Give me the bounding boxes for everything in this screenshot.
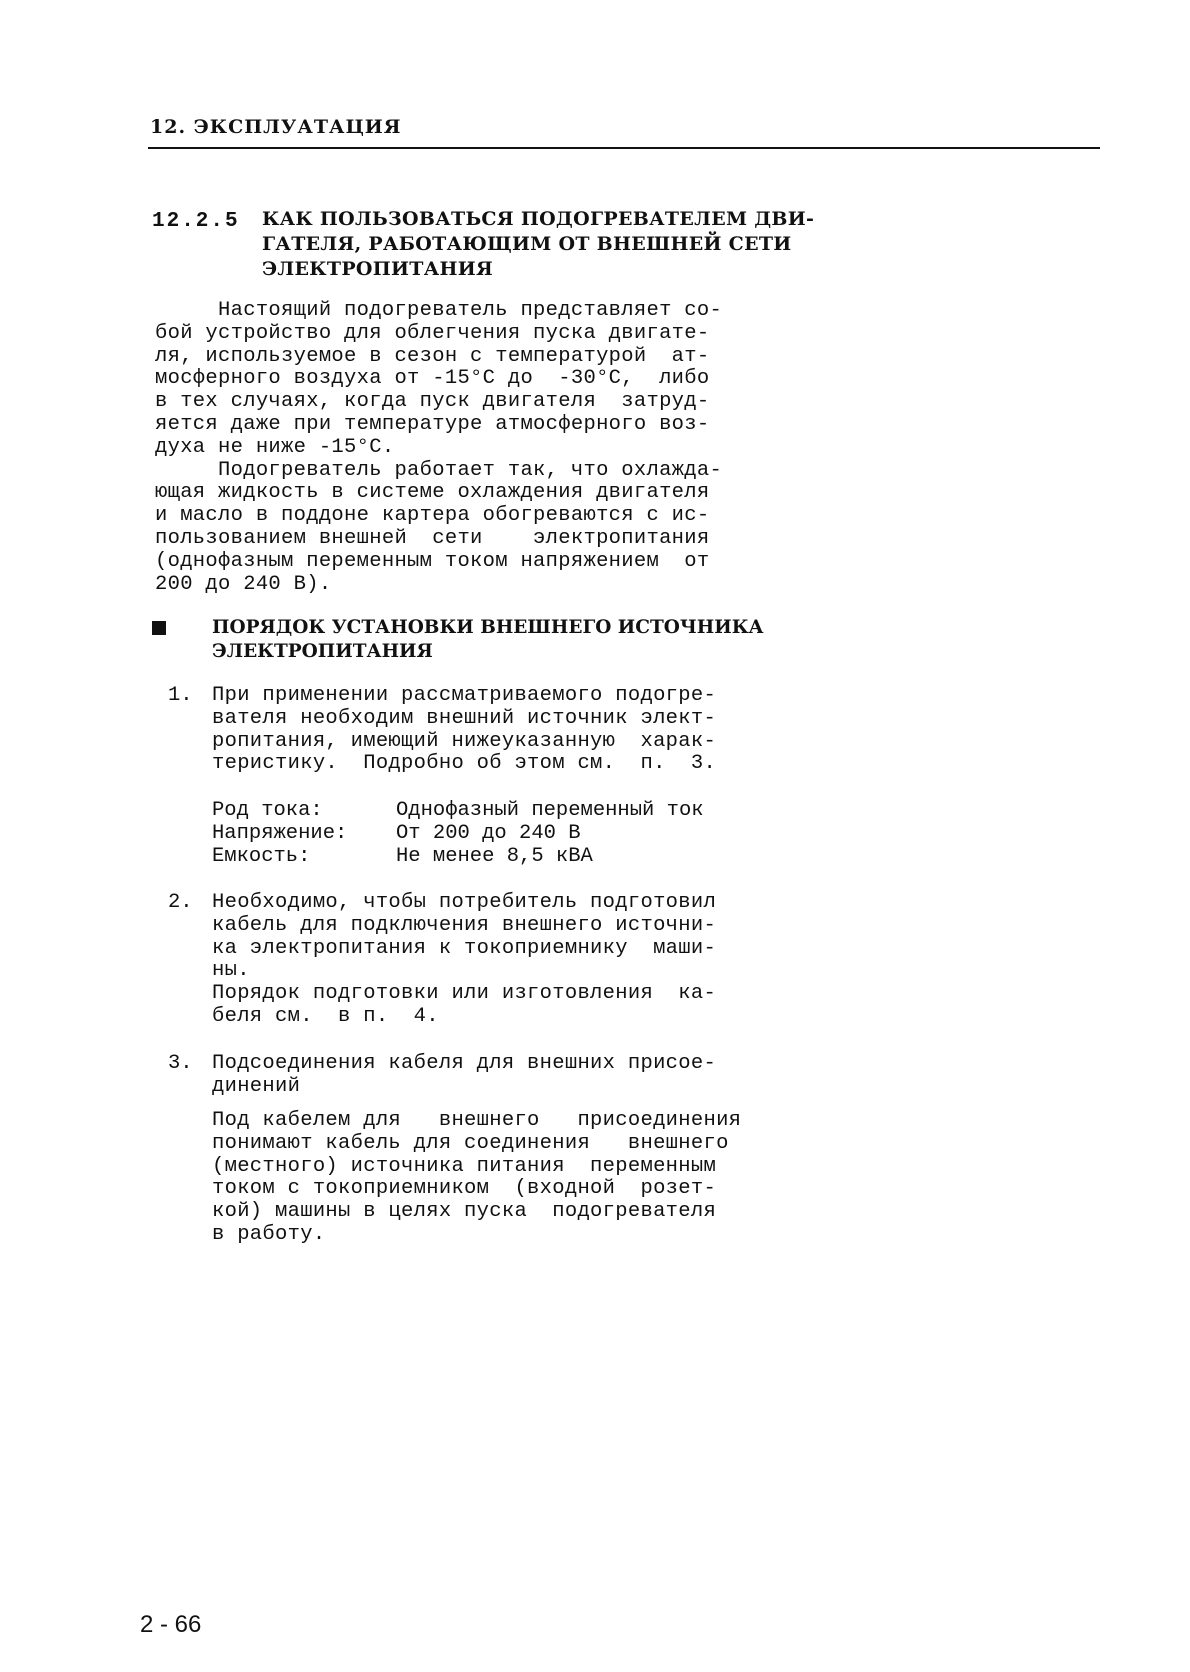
list-item-text: При применении рассматриваемого подогре- вателя необходим внешний источник элект- ропитания, имеющий нижеуказанную харак- теристику. Подробно об этом см. п. 3. <box>212 684 717 776</box>
intro-paragraph: Настоящий подогреватель представляет со- бой устройство для облегчения пуска двигате- ля, используемое в сезон с температурой ат- мосферного воздуха от -15°C до -30°C, либо в тех случаях, когда пуск двигателя затруд- яется даже при температуре атмосферного воз- духа не ниже -15°C. Подогреватель работает так, что охлажда- ющая жидкость в системе охлаждения двигателя и масло в поддоне картера обогреваются с ис- пользованием внешней сети электропитания (однофазным переменным током напряжением от 200 до 240 В). <box>155 299 723 596</box>
page-number: 2 - 66 <box>140 1611 202 1638</box>
spec-value: От 200 до 240 В <box>396 821 581 845</box>
list-item-text: Подсоединения кабеля для внешних присое- динений <box>212 1052 717 1098</box>
list-item-number: 1. <box>168 684 193 707</box>
spec-row <box>212 823 704 846</box>
bullet-square-icon <box>152 621 166 635</box>
spec-label: Род тока: <box>212 799 323 822</box>
item-detail-paragraph: Под кабелем для внешнего присоединения понимают кабель для соединения внешнего (местного) источника питания переменным током с токоприемником (входной розет- кой) машины в целях пуска подогревателя в работу. <box>212 1109 742 1246</box>
list-item-number: 3. <box>168 1052 193 1075</box>
section-title: КАК ПОЛЬЗОВАТЬСЯ ПОДОГРЕВАТЕЛЕМ ДВИ- ГАТЕЛЯ, РАБОТАЮЩИМ ОТ ВНЕШНЕЙ СЕТИ ЭЛЕКТРОПИТАНИЯ <box>262 208 815 280</box>
subsection-title: ПОРЯДОК УСТАНОВКИ ВНЕШНЕГО ИСТОЧНИКА ЭЛЕКТРОПИТАНИЯ <box>212 617 764 662</box>
spec-value: Не менее 8,5 кВА <box>396 844 593 868</box>
header-rule <box>148 147 1100 149</box>
spec-value: Однофазный переменный ток <box>396 799 704 822</box>
page-header-title: 12. ЭКСПЛУАТАЦИЯ <box>150 116 402 138</box>
section-number: 12.2.5 <box>152 210 240 233</box>
spec-label: Напряжение: <box>212 821 348 845</box>
list-item-number: 2. <box>168 891 193 914</box>
spec-row <box>212 800 704 823</box>
list-item-text: Необходимо, чтобы потребитель подготовил кабель для подключения внешнего источни- ка электропитания к токоприемнику маши- ны. Порядок подготовки или изготовления ка- беля см. в п. 4. <box>212 891 717 1028</box>
spec-label: Емкость: <box>212 844 311 868</box>
spec-row <box>212 846 704 869</box>
spec-table <box>212 800 704 868</box>
